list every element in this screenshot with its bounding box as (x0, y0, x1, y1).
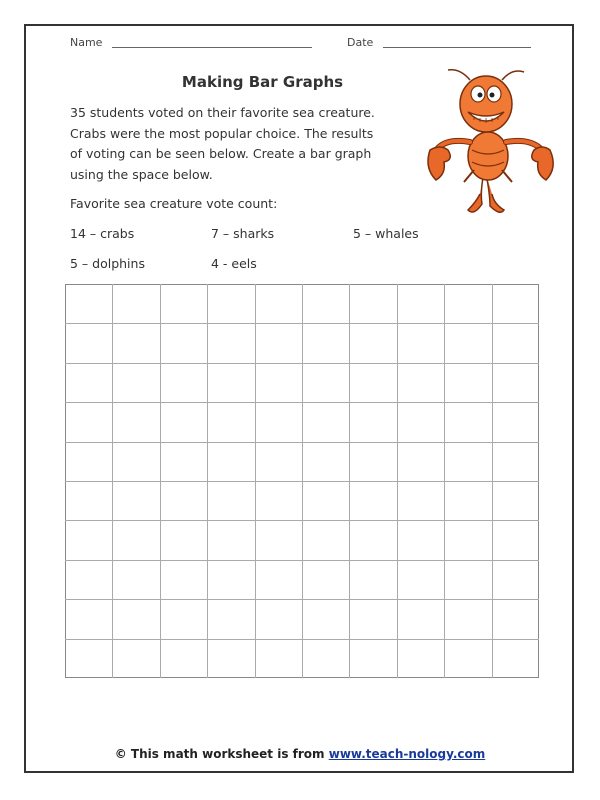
vote-whales: 5 – whales (353, 226, 419, 241)
date-field (347, 36, 531, 49)
intro-line: using the space below. (70, 166, 213, 182)
date-label: Date (347, 36, 374, 49)
vote-eels: 4 - eels (211, 256, 257, 271)
intro-line: 35 students voted on their favorite sea creature. (70, 105, 375, 120)
date-line (383, 47, 531, 48)
name-label: Name (70, 36, 103, 49)
footer-credit (0, 747, 600, 761)
vote-dolphins: 5 – dolphins (70, 256, 145, 271)
name-line (112, 47, 312, 48)
vote-crabs: 14 – crabs (70, 226, 135, 241)
name-field (70, 36, 312, 49)
intro-paragraph (70, 103, 430, 185)
vote-sharks: 7 – sharks (211, 226, 275, 241)
footer-link[interactable]: www.teach-nology.com (328, 747, 486, 761)
intro-line: Crabs were the most popular choice. The results (70, 125, 374, 141)
bar-graph-grid (65, 284, 539, 678)
votes-heading: Favorite sea creature vote count: (70, 196, 278, 211)
footer-prefix: © This math worksheet is from (114, 747, 325, 761)
worksheet-title: Making Bar Graphs (181, 73, 344, 91)
intro-line: of voting can be seen below. Create a bar graph (70, 146, 372, 161)
cartoon-crab-icon (424, 64, 560, 220)
